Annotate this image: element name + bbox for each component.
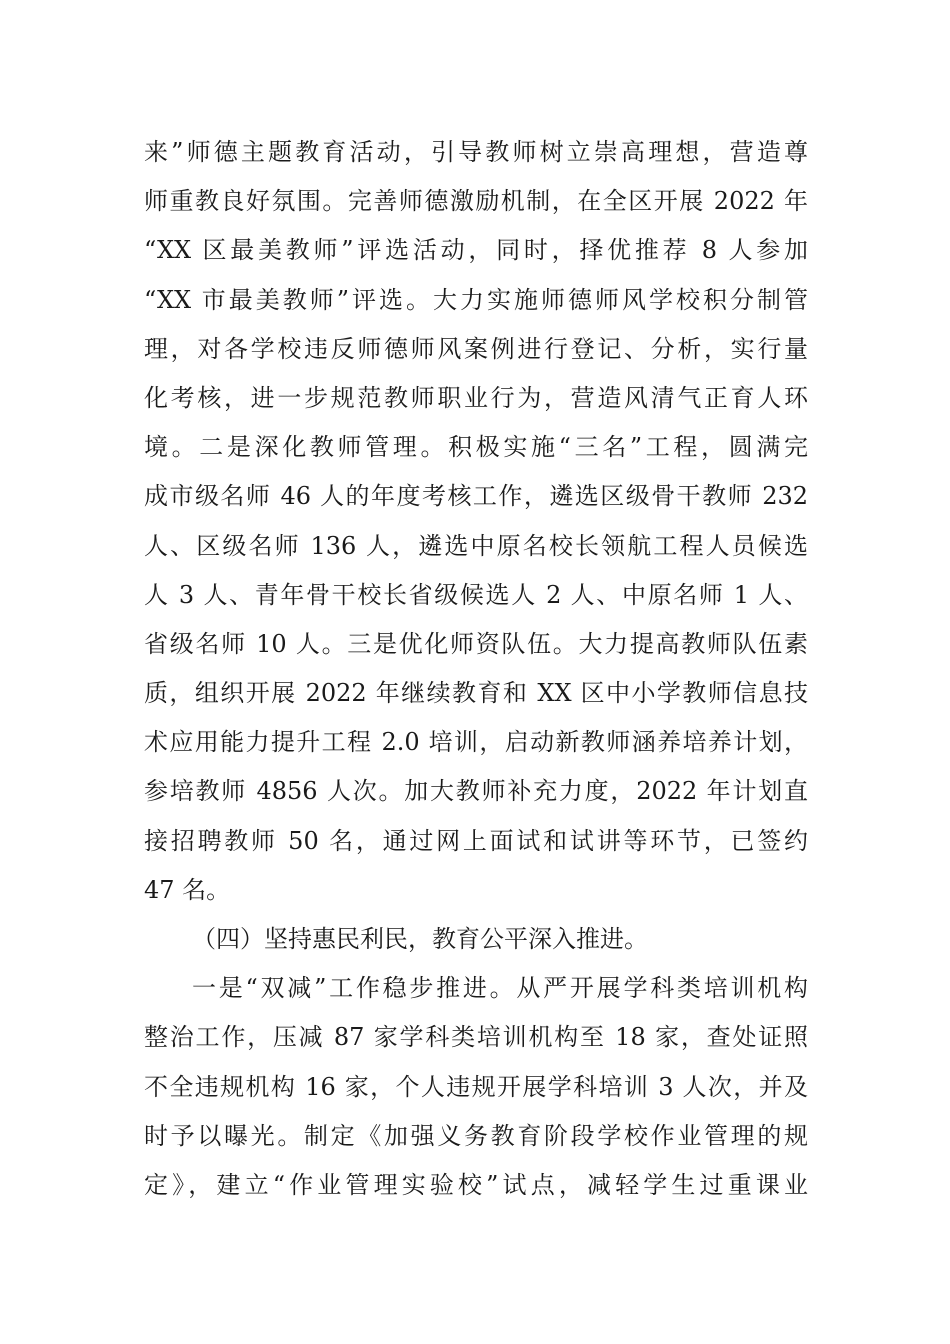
paragraph-line: 省级名师 10 人。三是优化师资队伍。大力提高教师队伍素 [144,629,808,658]
paragraph-line: 一是“双减”工作稳步推进。从严开展学科类培训机构 [192,974,808,1003]
paragraph-line: 化考核，进一步规范教师职业行为，营造风清气正育人环 [144,383,808,412]
paragraph-line: 境。二是深化教师管理。积极实施“三名”工程，圆满完 [144,433,808,462]
paragraph-line: 人、区级名师 136 人，遴选中原名校长领航工程人员候选 [144,531,808,560]
paragraph-line: 时予以曝光。制定《加强义务教育阶段学校作业管理的规 [144,1121,808,1150]
paragraph-line: 成市级名师 46 人的年度考核工作，遴选区级骨干教师 232 [144,482,808,511]
paragraph-line: 人 3 人、青年骨干校长省级候选人 2 人、中原名师 1 人、 [144,580,808,609]
paragraph-line: 师重教良好氛围。完善师德激励机制，在全区开展 2022 年 [144,187,808,216]
document-body [144,128,808,1210]
paragraph-line: 定》，建立“作业管理实验校”试点，减轻学生过重课业 [144,1170,808,1199]
paragraph-line: “XX 区最美教师”评选活动，同时，择优推荐 8 人参加 [144,236,808,265]
paragraph-line: 术应用能力提升工程 2.0 培训，启动新教师涵养培养计划， [144,728,808,757]
paragraph-line: 整治工作，压减 87 家学科类培训机构至 18 家，查处证照 [144,1023,808,1052]
paragraph-line: 不全违规机构 16 家，个人违规开展学科培训 3 人次，并及 [144,1072,808,1101]
paragraph-line: 接招聘教师 50 名，通过网上面试和试讲等环节，已签约 [144,826,808,855]
paragraph-line: “XX 市最美教师”评选。大力实施师德师风学校积分制管 [144,285,808,314]
paragraph-line: 参培教师 4856 人次。加大教师补充力度，2022 年计划直 [144,777,808,806]
paragraph-line: 质，组织开展 2022 年继续教育和 XX 区中小学教师信息技 [144,679,808,708]
paragraph-line: 理，对各学校违反师德师风案例进行登记、分析，实行量 [144,334,808,363]
section-heading: （四）坚持惠民利民，教育公平深入推进。 [192,925,648,953]
paragraph-line: 47 名。 [144,875,231,904]
paragraph-line: 来”师德主题教育活动，引导教师树立崇高理想，营造尊 [144,138,808,166]
paragraph-teacher-management [144,128,808,915]
paragraph-double-reduction [144,964,808,1210]
